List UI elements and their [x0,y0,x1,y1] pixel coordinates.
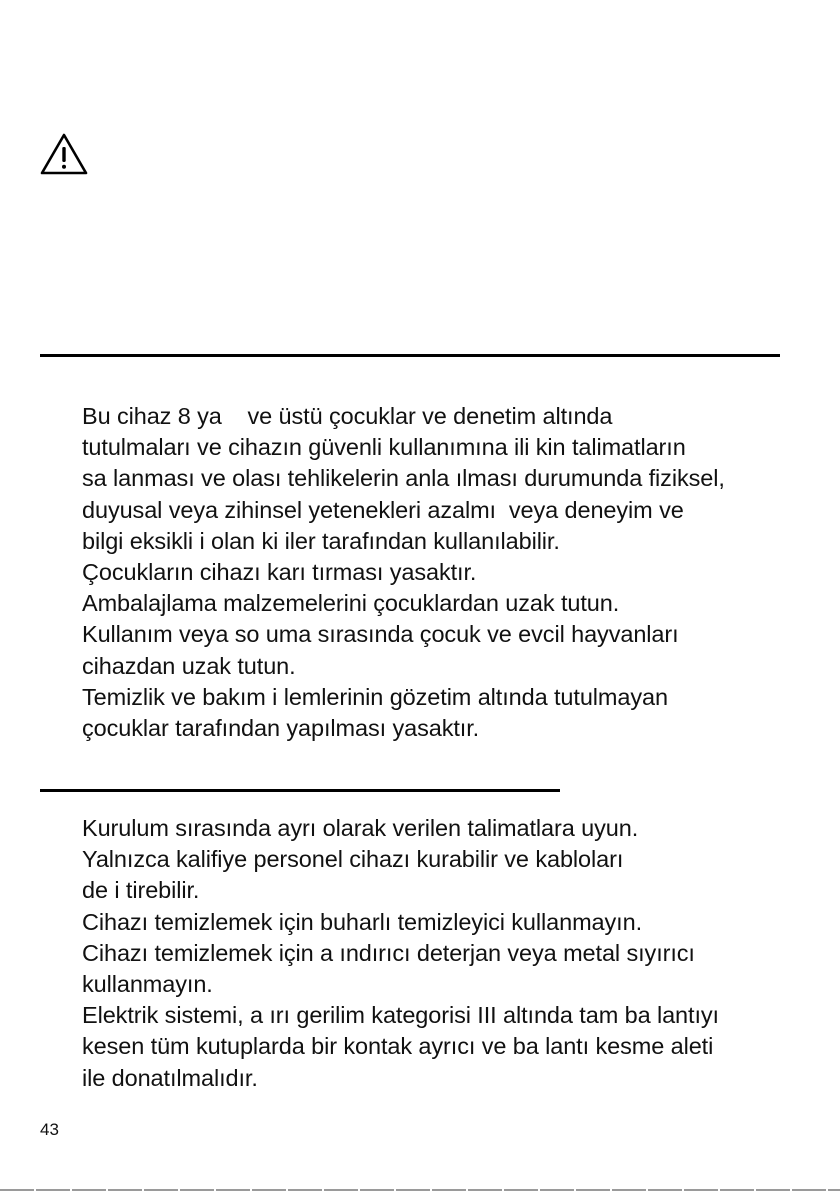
text-line: kullanmayın. [82,970,213,997]
warning-icon [40,133,88,176]
text-line: Elektrik sistemi, a ırı gerilim kategorisi III altında tam ba lantıyı [82,1002,719,1029]
safety-instructions-children [82,401,822,744]
text-line: kesen tüm kutuplarda bir kontak ayrıcı ve ba lantı kesme aleti [82,1033,714,1060]
text-line: Cihazı temizlemek için buharlı temizleyici kullanmayın. [82,908,643,935]
safety-instructions-installation [82,813,822,1094]
text-line: Yalnızca kalifiye personel cihazı kurabilir ve kabloları [82,846,624,873]
text-line: çocuklar tarafından yapılması yasaktır. [82,714,480,741]
text-line: bilgi eksikli i olan ki iler tarafından kullanılabilir. [82,527,560,554]
text-line: cihazdan uzak tutun. [82,652,296,679]
text-line: Kurulum sırasında ayrı olarak verilen talimatlara uyun. [82,815,639,841]
text-line: Ambalajlama malzemelerini çocuklardan uzak tutun. [82,590,620,617]
text-line: Cihazı temizlemek için a ındırıcı deterjan veya metal sıyırıcı [82,939,695,966]
page-number: 43 [40,1120,59,1139]
text-line: de i tirebilir. [82,877,200,904]
text-line: duyusal veya zihinsel yetenekleri azalmı veya deneyim ve [82,496,684,523]
text-line: Temizlik ve bakım i lemlerinin gözetim altında tutulmayan [82,683,668,710]
text-line: tutulmaları ve cihazın güvenli kullanımına ili kin talimatların [82,434,686,461]
text-line: sa lanması ve olası tehlikelerin anla ılması durumunda fiziksel, [82,465,725,492]
text-line: Kullanım veya so uma sırasında çocuk ve evcil hayvanları [82,621,679,648]
text-line: Çocukların cihazı karı tırması yasaktır. [82,558,477,585]
page-bottom-border [0,1189,840,1191]
section-divider-top [40,354,780,357]
text-line: ile donatılmalıdır. [82,1064,258,1091]
text-line: Bu cihaz 8 ya ve üstü çocuklar ve denetim altında [82,403,613,429]
section-divider-middle [40,789,560,792]
